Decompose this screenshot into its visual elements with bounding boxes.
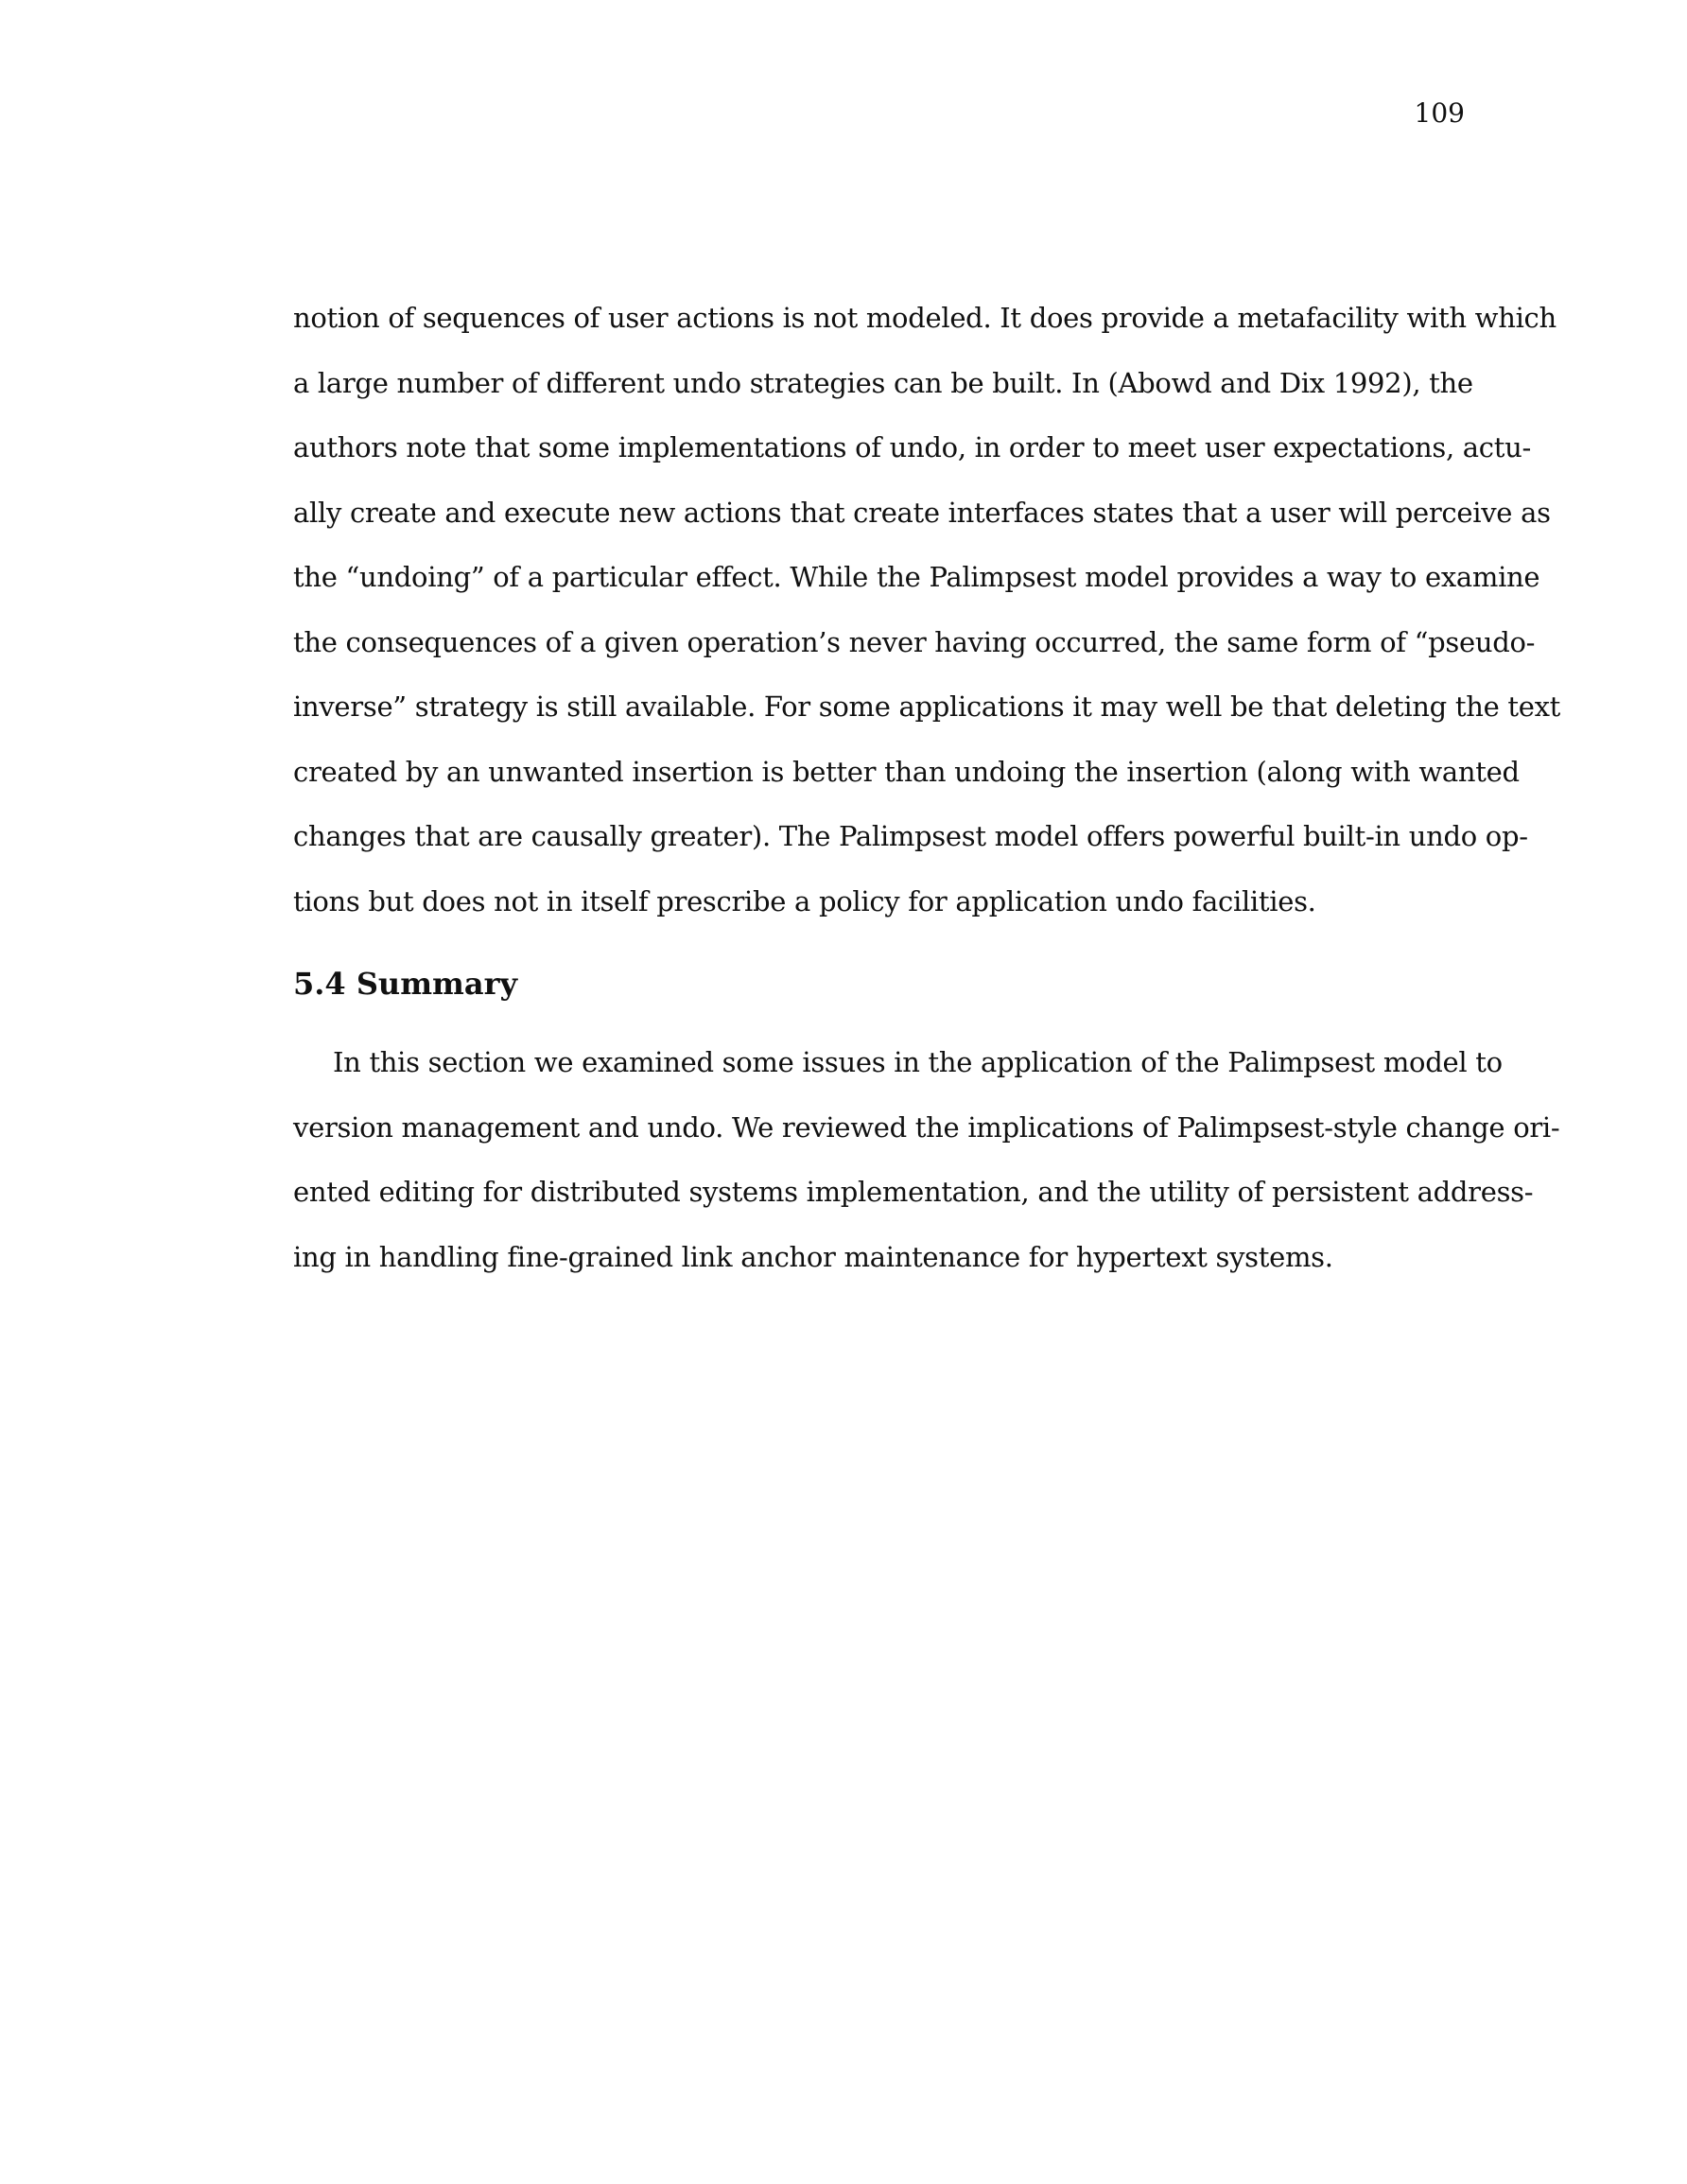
text-line: a large number of different undo strategies can be built. In (Abowd and Dix 1992), the	[293, 366, 1473, 399]
text-line: created by an unwanted insertion is better than undoing the insertion (along with wanted	[293, 755, 1520, 788]
text-line: changes that are causally greater). The Palimpsest model offers powerful built-in undo op-	[293, 820, 1528, 852]
text-line: tions but does not in itself prescribe a policy for application undo facilities.	[293, 884, 1316, 917]
text-line: authors note that some implementations of undo, in order to meet user expectations, actu-	[293, 431, 1531, 463]
text-line: the “undoing” of a particular effect. While the Palimpsest model provides a way to examine	[293, 561, 1540, 593]
text-line: ented editing for distributed systems implementation, and the utility of persistent address-	[293, 1176, 1534, 1208]
text-line: In this section we examined some issues in the application of the Palimpsest model to	[333, 1046, 1503, 1078]
text-line: inverse” strategy is still available. For some applications it may well be that deleting the text	[293, 690, 1560, 723]
text-line: ally create and execute new actions that create interfaces states that a user will perceive as	[293, 496, 1551, 529]
summary-paragraph	[293, 1030, 1560, 1289]
text-line: ing in handling fine-grained link anchor maintenance for hypertext systems.	[293, 1240, 1333, 1273]
page-number: 109	[1414, 97, 1465, 129]
text-line: the consequences of a given operation’s never having occurred, the same form of “pseudo-	[293, 625, 1536, 658]
text-line: notion of sequences of user actions is not modeled. It does provide a metafacility with which	[293, 302, 1557, 334]
text-line: version management and undo. We reviewed the implications of Palimpsest-style change ori-	[293, 1110, 1560, 1144]
body-paragraph	[293, 286, 1560, 934]
section-heading: 5.4 Summary	[293, 966, 518, 1002]
